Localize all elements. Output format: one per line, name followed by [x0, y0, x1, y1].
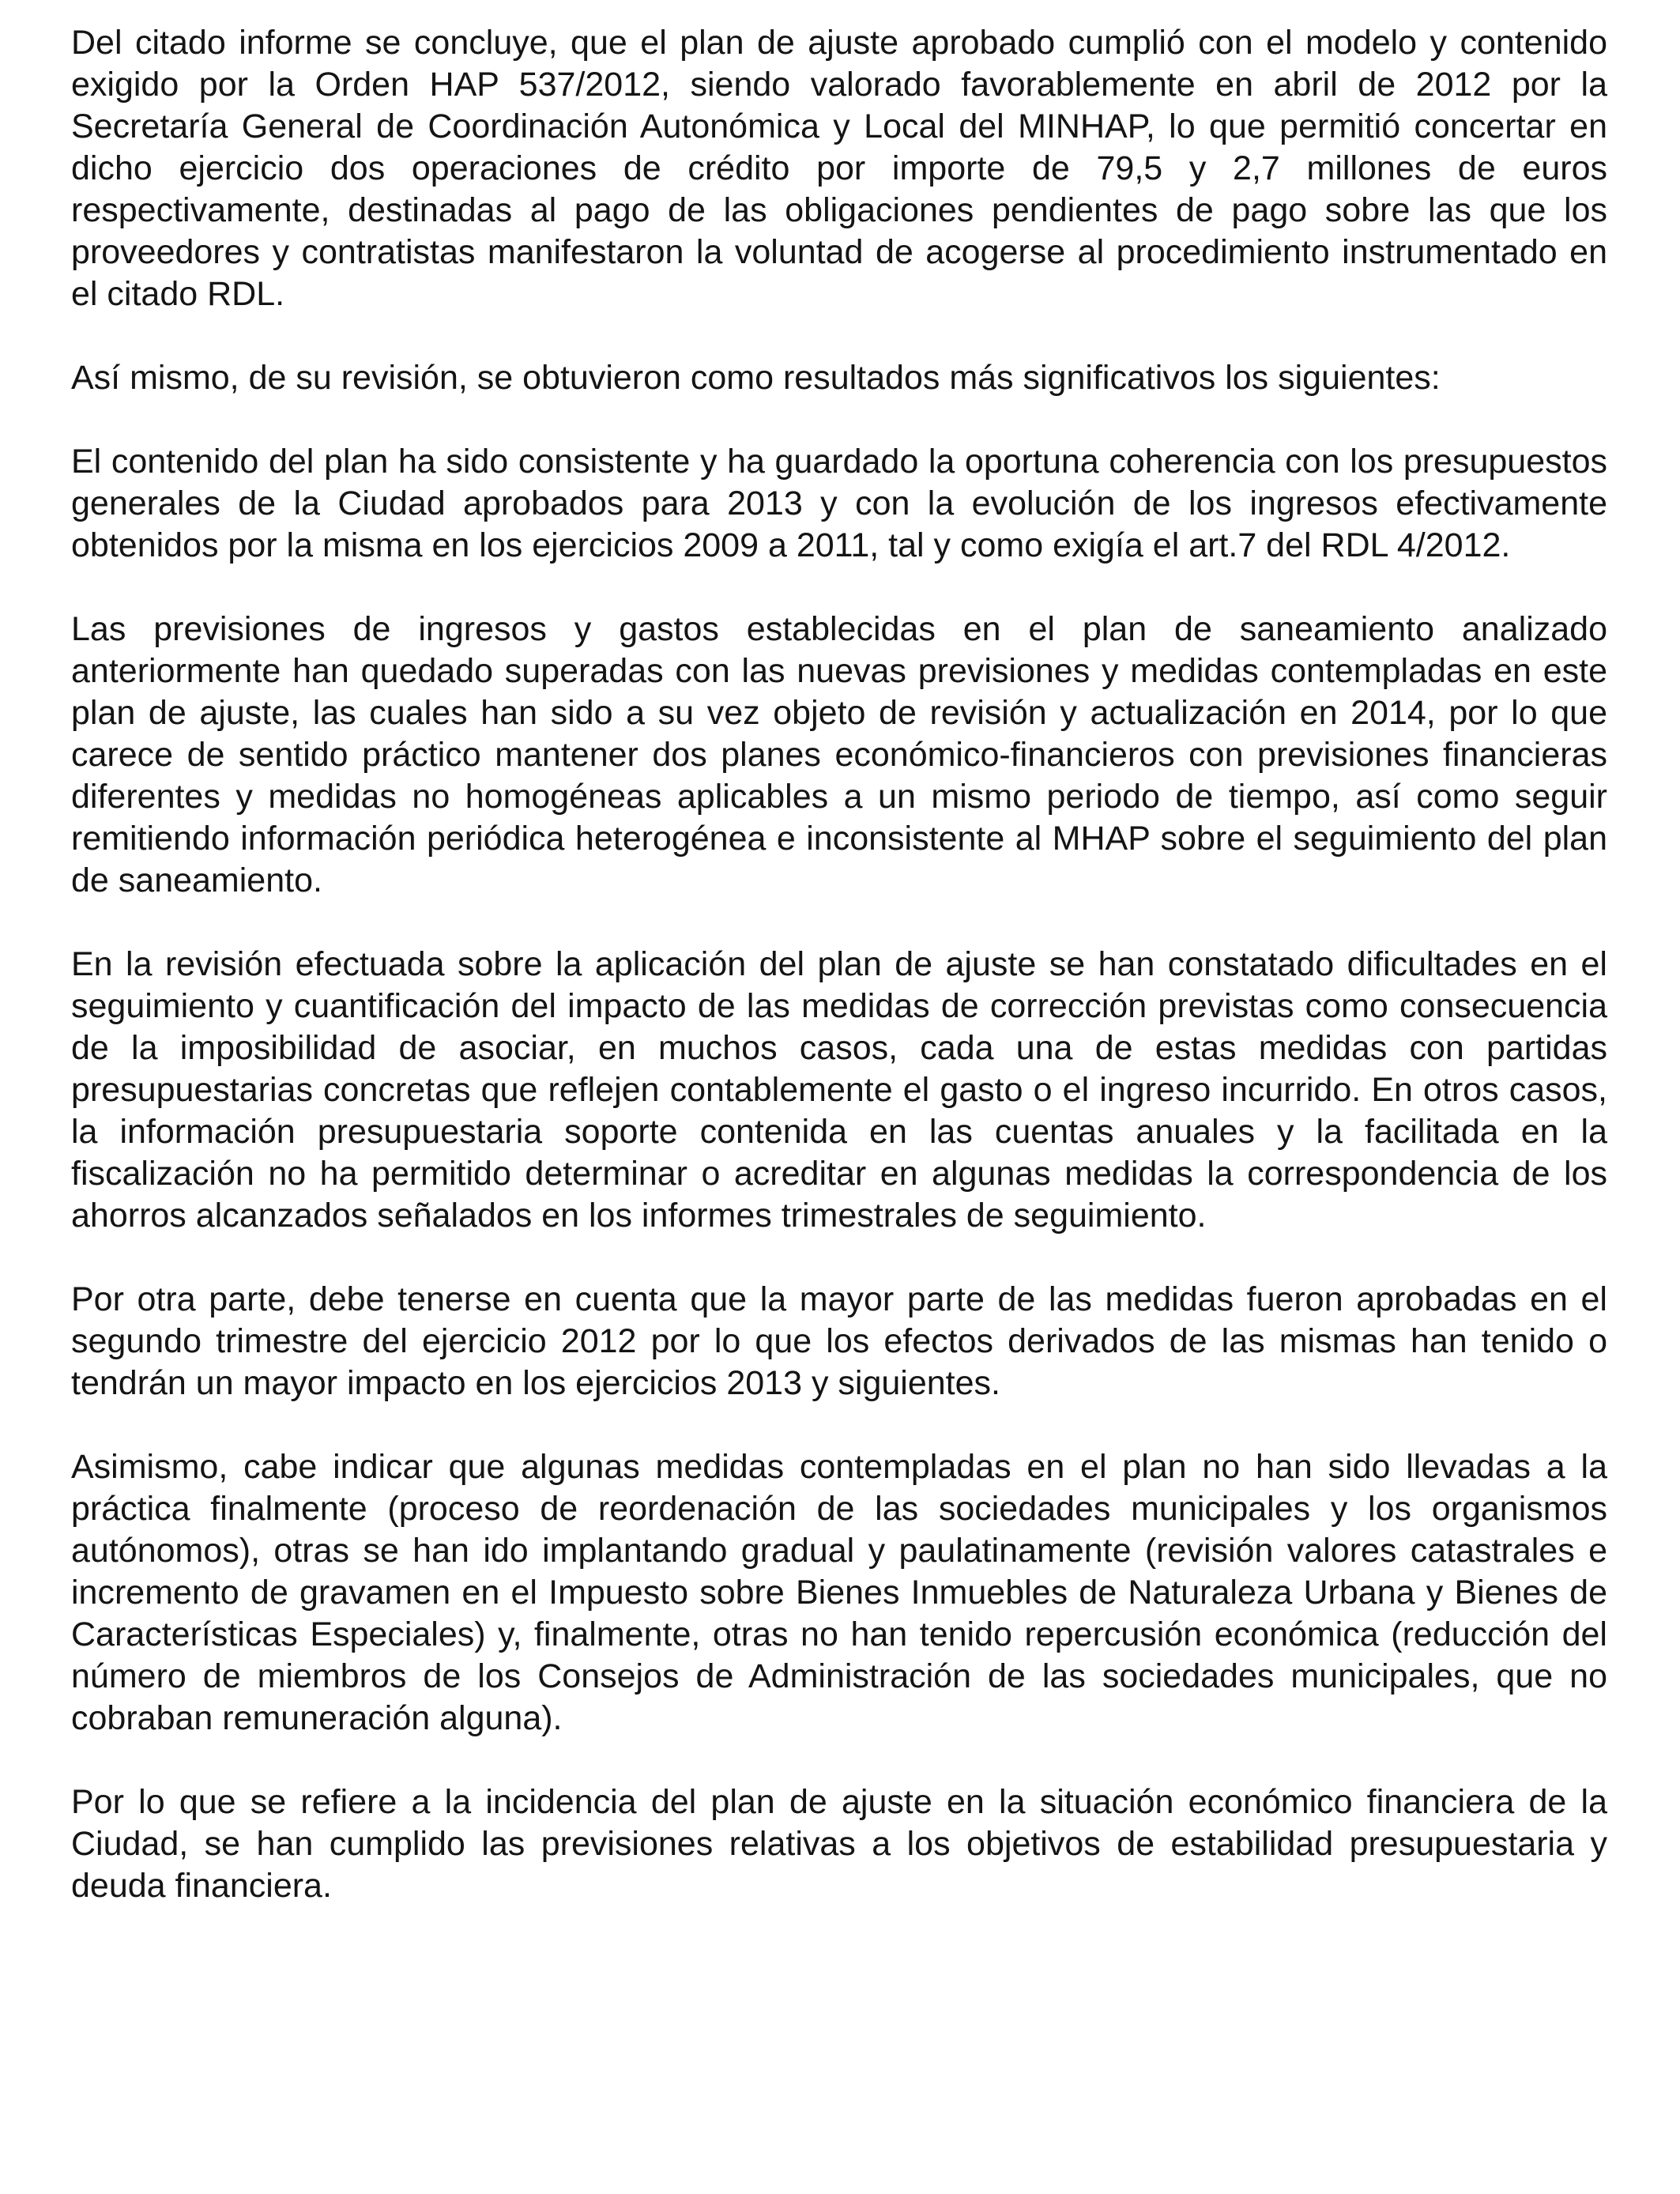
paragraph-otra-parte: Por otra parte, debe tenerse en cuenta que la mayor parte de las medidas fueron aprobadas en el segundo trimestre del ejercicio 2012 por lo que los efectos derivados de las mismas han tenido o tendrán un mayor impacto en los ejercicios 2013 y siguientes.	[71, 1280, 1607, 1402]
paragraph-incidencia: Por lo que se refiere a la incidencia del plan de ajuste en la situación económico financiera de la Ciudad, se han cumplido las previsiones relativas a los objetivos de estabilidad presupuestaria y deuda financiera.	[71, 1783, 1607, 1905]
paragraph-asimismo: Asimismo, cabe indicar que algunas medidas contempladas en el plan no han sido llevadas a la práctica finalmente (proceso de reordenación de las sociedades municipales y los organismos autónomos), otras se han ido implantando gradual y paulatinamente (revisión valores catastrales e incremento de gravamen en el Impuesto sobre Bienes Inmuebles de Naturaleza Urbana y Bienes de Características Especiales) y, finalmente, otras no han tenido repercusión económica (reducción del número de miembros de los Consejos de Administración de las sociedades municipales, que no cobraban remuneración alguna).	[71, 1448, 1607, 1737]
paragraph-resultados-intro: Así mismo, de su revisión, se obtuvieron como resultados más significativos los siguientes:	[71, 359, 1441, 397]
document-page	[71, 22, 1607, 1949]
paragraph-previsiones: Las previsiones de ingresos y gastos establecidas en el plan de saneamiento analizado anteriormente han quedado superadas con las nuevas previsiones y medidas contempladas en este plan de ajuste, las cuales han sido a su vez objeto de revisión y actualización en 2014, por lo que carece de sentido práctico mantener dos planes económico-financieros con previsiones financieras diferentes y medidas no homogéneas aplicables a un mismo periodo de tiempo, así como seguir remitiendo información periódica heterogénea e inconsistente al MHAP sobre el seguimiento del plan de saneamiento.	[71, 610, 1607, 899]
paragraph-contenido-plan: El contenido del plan ha sido consistente y ha guardado la oportuna coherencia con los presupuestos generales de la Ciudad aprobados para 2013 y con la evolución de los ingresos efectivamente obtenidos por la misma en los ejercicios 2009 a 2011, tal y como exigía el art.7 del RDL 4/2012.	[71, 443, 1607, 564]
paragraph-revision-efectuada: En la revisión efectuada sobre la aplicación del plan de ajuste se han constatado dificultades en el seguimiento y cuantificación del impacto de las medidas de corrección previstas como consecuencia de la imposibilidad de asociar, en muchos casos, cada una de estas medidas con partidas presupuestarias concretas que reflejen contablemente el gasto o el ingreso incurrido. En otros casos, la información presupuestaria soporte contenida en las cuentas anuales y la facilitada en la fiscalización no ha permitido determinar o acreditar en algunas medidas la correspondencia de los ahorros alcanzados señalados en los informes trimestrales de seguimiento.	[71, 945, 1607, 1235]
paragraph-conclusion-informe: Del citado informe se concluye, que el plan de ajuste aprobado cumplió con el modelo y contenido exigido por la Orden HAP 537/2012, siendo valorado favorablemente en abril de 2012 por la Secretaría General de Coordinación Autonómica y Local del MINHAP, lo que permitió concertar en dicho ejercicio dos operaciones de crédito por importe de 79,5 y 2,7 millones de euros respectivamente, destinadas al pago de las obligaciones pendientes de pago sobre las que los proveedores y contratistas manifestaron la voluntad de acogerse al procedimiento instrumentado en el citado RDL.	[71, 24, 1607, 313]
